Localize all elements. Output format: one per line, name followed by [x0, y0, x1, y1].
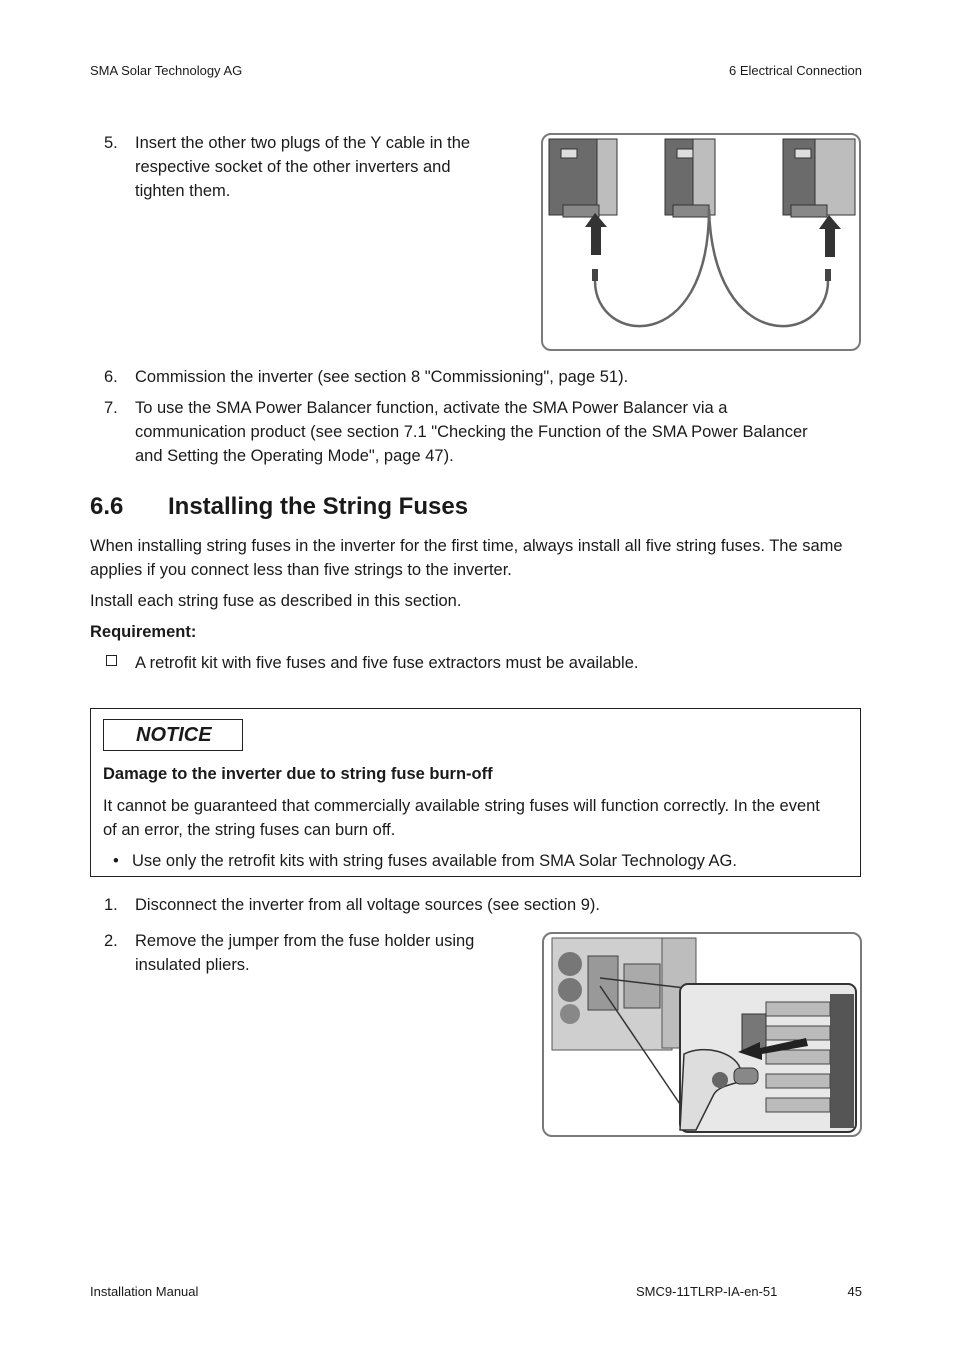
figure-fuse-holder — [542, 932, 862, 1137]
notice-bullet-text: Use only the retrofit kits with string fuses available from SMA Solar Technology AG. — [132, 852, 737, 870]
step-2-number: 2. — [104, 932, 118, 950]
header-right: 6 Electrical Connection — [729, 63, 862, 78]
step-1-number: 1. — [104, 896, 118, 914]
step-7-text: To use the SMA Power Balancer function, activate the SMA Power Balancer via a communication product (see section 7.1 "Checking the Function of the SMA Power Balancer and Setting the Operating Mode", page 47). — [135, 399, 808, 465]
arrow-up-left-icon — [585, 213, 607, 255]
step-6-number: 6. — [104, 368, 118, 386]
notice-title: Damage to the inverter due to string fuse burn-off — [103, 765, 493, 783]
y-cable-illustration — [543, 135, 859, 349]
notice-bullet-icon: • — [113, 852, 119, 870]
inverter-middle — [665, 139, 715, 217]
step-5-number: 5. — [104, 134, 118, 152]
cable-left — [595, 209, 709, 326]
intro-paragraph-1: When installing string fuses in the inverter for the first time, always install all five string fuses. The same applies if you connect less than five strings to the inverter. — [90, 537, 843, 579]
arrow-up-right-icon — [819, 215, 841, 257]
header-left: SMA Solar Technology AG — [90, 63, 243, 78]
section-title: Installing the String Fuses — [168, 493, 469, 520]
inverter-right — [783, 139, 855, 217]
requirement-checkbox — [106, 655, 117, 666]
page-number: 45 — [847, 1284, 862, 1299]
notice-label: NOTICE — [103, 719, 243, 751]
requirement-label: Requirement: — [90, 623, 197, 641]
figure-y-cable — [541, 133, 861, 351]
step-1-text: Disconnect the inverter from all voltage sources (see section 9). — [135, 896, 600, 914]
step-5-text: Insert the other two plugs of the Y cable in the respective socket of the other inverters and tighten them. — [135, 134, 471, 200]
cable-right — [709, 209, 828, 326]
section-number: 6.6 — [90, 493, 124, 520]
notice-body: It cannot be guaranteed that commercially available string fuses will function correctly. In the event of an error, the string fuses can burn off. — [103, 797, 820, 839]
step-7-number: 7. — [104, 399, 118, 417]
footer-left: Installation Manual — [90, 1284, 199, 1299]
footer-document-code: SMC9-11TLRP-IA-en-51 — [636, 1284, 778, 1299]
requirement-item: A retrofit kit with five fuses and five fuse extractors must be available. — [135, 654, 639, 672]
fuse-holder-illustration — [544, 934, 860, 1135]
inverter-left — [549, 139, 617, 217]
intro-paragraph-2: Install each string fuse as described in this section. — [90, 592, 462, 610]
step-2-text: Remove the jumper from the fuse holder using insulated pliers. — [135, 932, 475, 974]
step-6-text: Commission the inverter (see section 8 "Commissioning", page 51). — [135, 368, 629, 386]
